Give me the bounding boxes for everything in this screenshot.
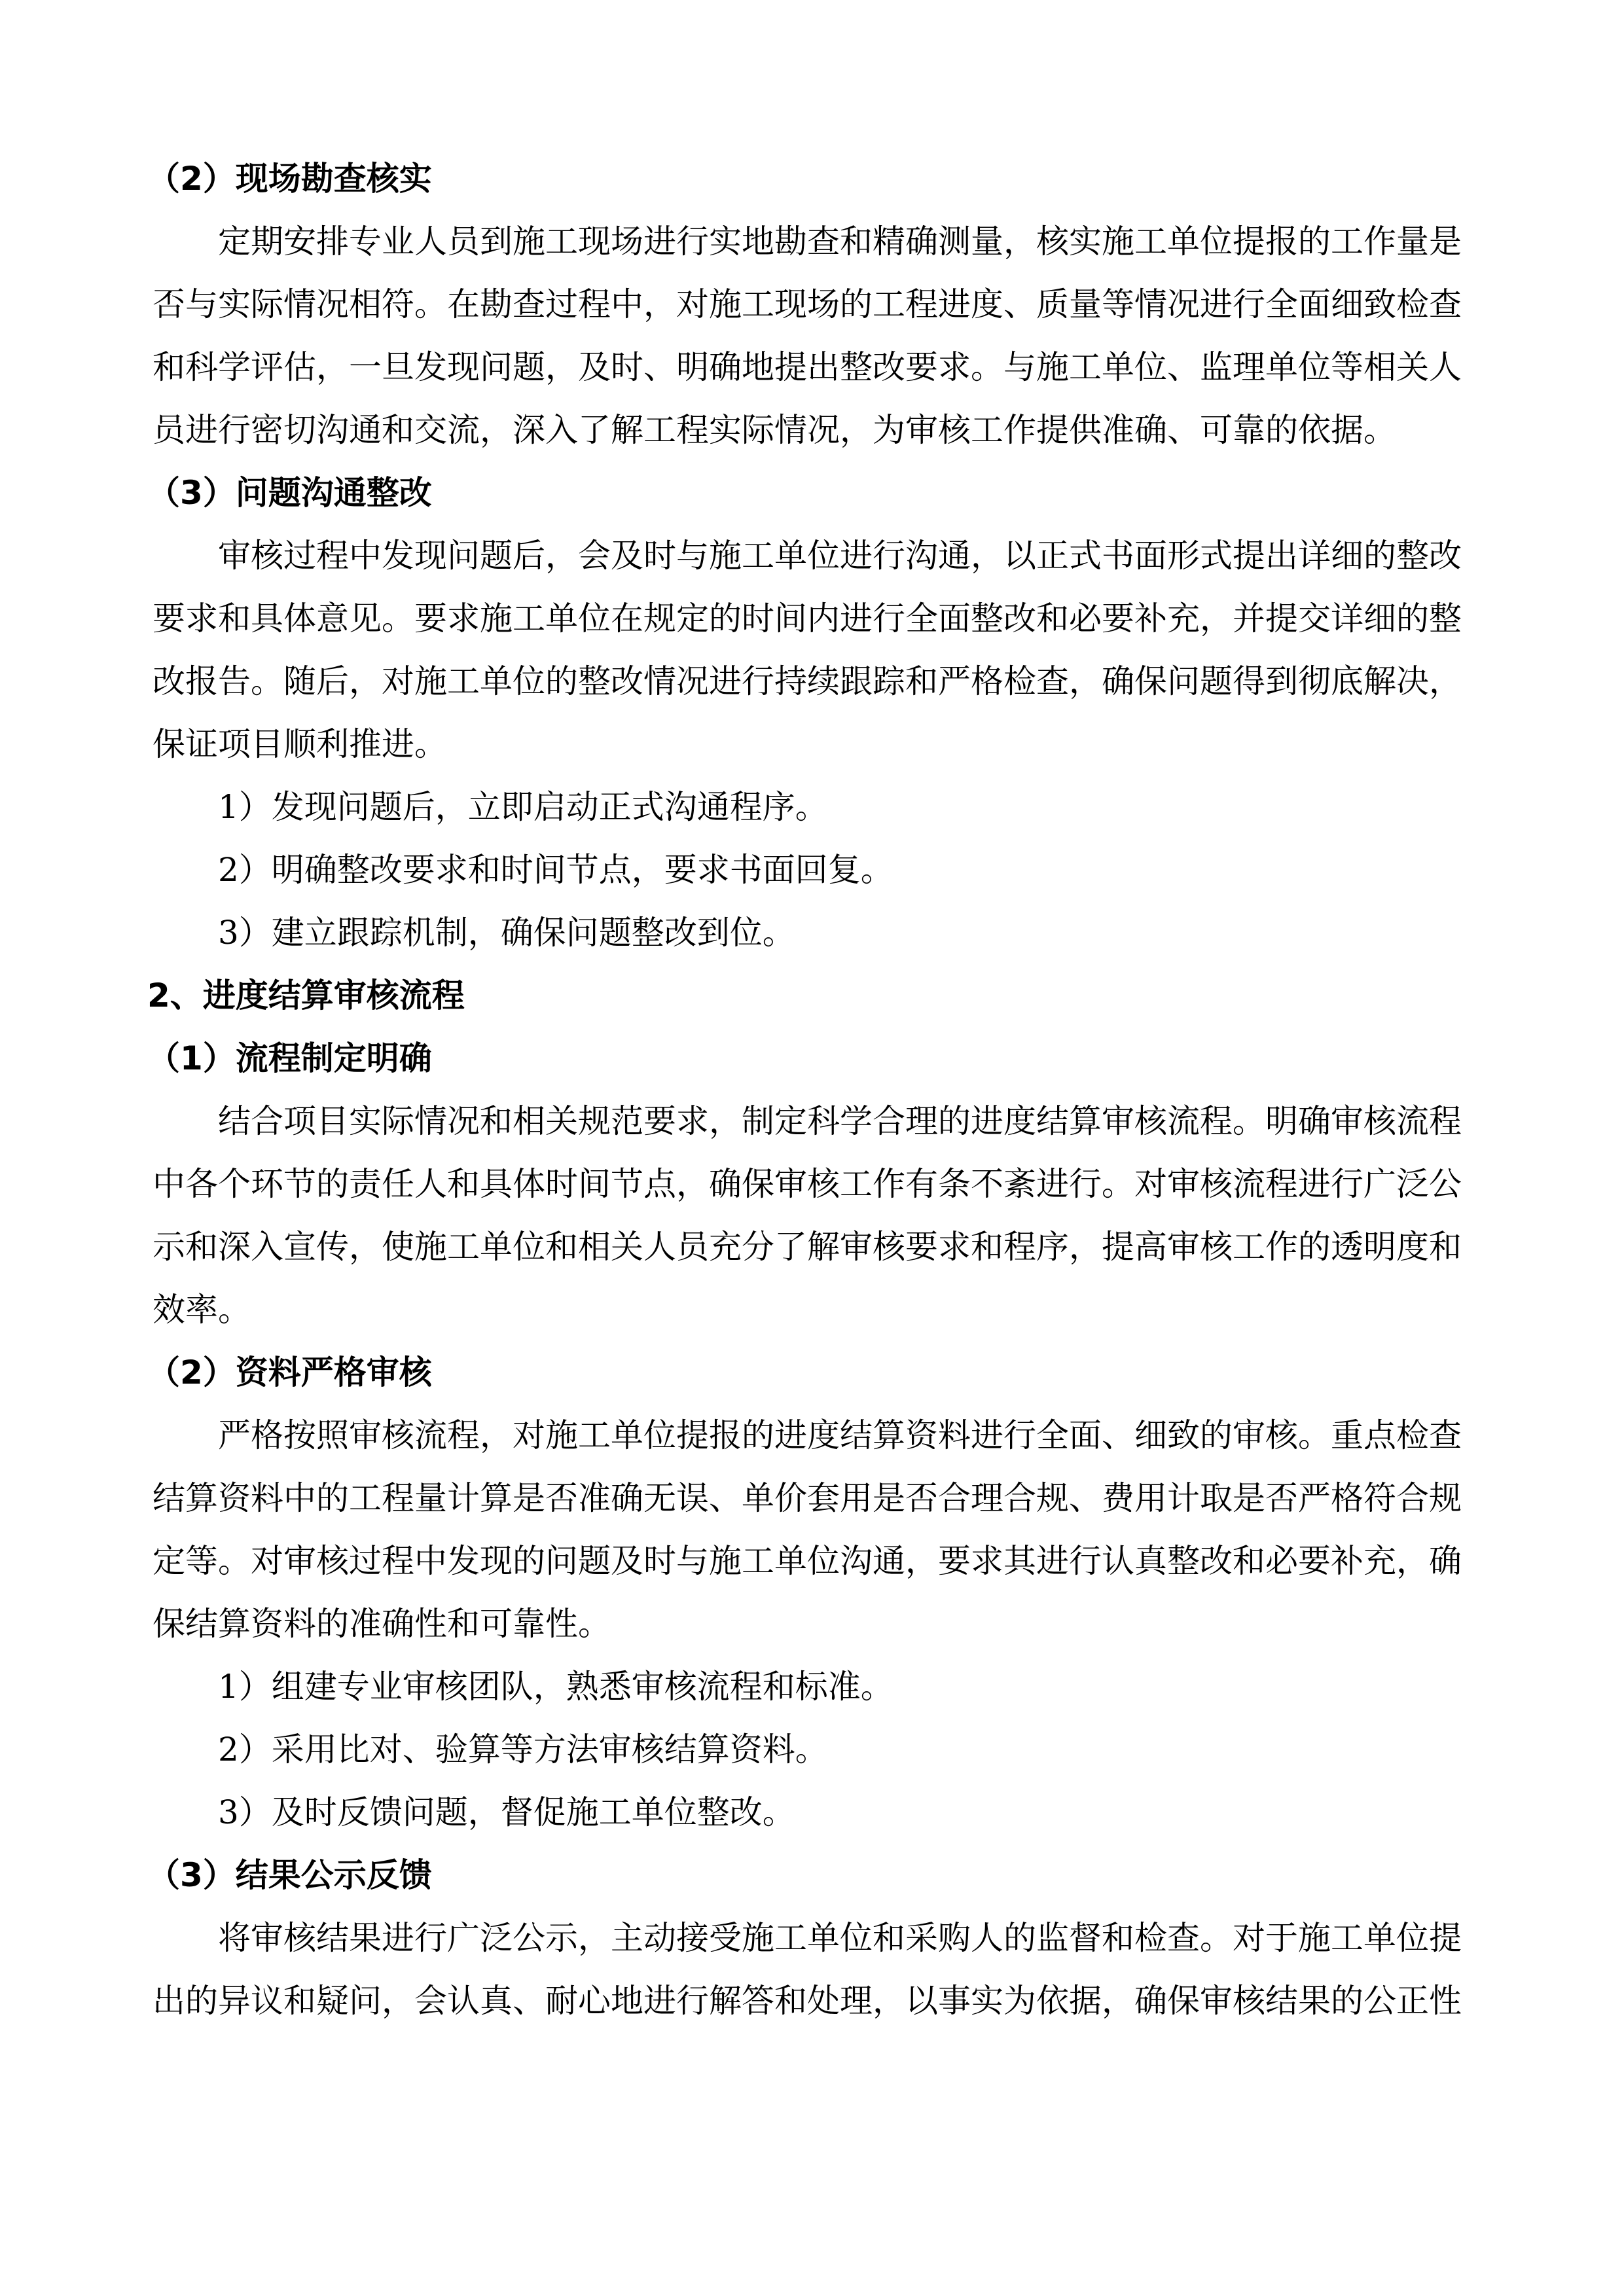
list-item: 3）建立跟踪机制，确保问题整改到位。	[218, 914, 795, 952]
heading-issue-rectification: （3）问题沟通整改	[147, 474, 432, 512]
paragraph-result-feedback: 将审核结果进行广泛公示，主动接受施工单位和采购人的监督和检查。对于施工单位提出的异议和疑问，会认真、耐心地进行解答和处理，以事实为依据，确保审核结果的公正性	[153, 1919, 1462, 2020]
section-title-progress-settlement: 2、进度结算审核流程	[147, 977, 465, 1014]
document-body	[147, 147, 1462, 2032]
paragraph-issue-rectification: 审核过程中发现问题后，会及时与施工单位进行沟通，以正式书面形式提出详细的整改要求和具体意见。要求施工单位在规定的时间内进行全面整改和必要补充，并提交详细的整改报告。随后，对施工单位的整改情况进行持续跟踪和严格检查，确保问题得到彻底解决，保证项目顺利推进。	[153, 537, 1462, 763]
heading-document-review: （2）资料严格审核	[147, 1354, 432, 1391]
list-item: 2）明确整改要求和时间节点，要求书面回复。	[218, 851, 893, 889]
paragraph-document-review: 严格按照审核流程，对施工单位提报的进度结算资料进行全面、细致的审核。重点检查结算资料中的工程量计算是否准确无误、单价套用是否合理合规、费用计取是否严格符合规定等。对审核过程中发现的问题及时与施工单位沟通，要求其进行认真整改和必要补充，确保结算资料的准确性和可靠性。	[153, 1416, 1462, 1643]
paragraph-site-inspection: 定期安排专业人员到施工现场进行实地勘查和精确测量，核实施工单位提报的工作量是否与实际情况相符。在勘查过程中，对施工现场的工程进度、质量等情况进行全面细致检查和科学评估，一旦发现问题，及时、明确地提出整改要求。与施工单位、监理单位等相关人员进行密切沟通和交流，深入了解工程实际情况，为审核工作提供准确、可靠的依据。	[153, 223, 1462, 449]
heading-process-definition: （1）流程制定明确	[147, 1039, 432, 1077]
heading-result-feedback: （3）结果公示反馈	[147, 1856, 432, 1894]
list-item: 1）组建专业审核团队，熟悉审核流程和标准。	[218, 1668, 893, 1706]
list-item: 1）发现问题后，立即启动正式沟通程序。	[218, 788, 828, 826]
list-item: 2）采用比对、验算等方法审核结算资料。	[218, 1731, 828, 1768]
list-item: 3）及时反馈问题，督促施工单位整改。	[218, 1793, 795, 1831]
paragraph-process-definition: 结合项目实际情况和相关规范要求，制定科学合理的进度结算审核流程。明确审核流程中各个环节的责任人和具体时间节点，确保审核工作有条不紊进行。对审核流程进行广泛公示和深入宣传，使施工单位和相关人员充分了解审核要求和程序，提高审核工作的透明度和效率。	[153, 1102, 1462, 1329]
heading-site-inspection: （2）现场勘查核实	[147, 160, 432, 198]
